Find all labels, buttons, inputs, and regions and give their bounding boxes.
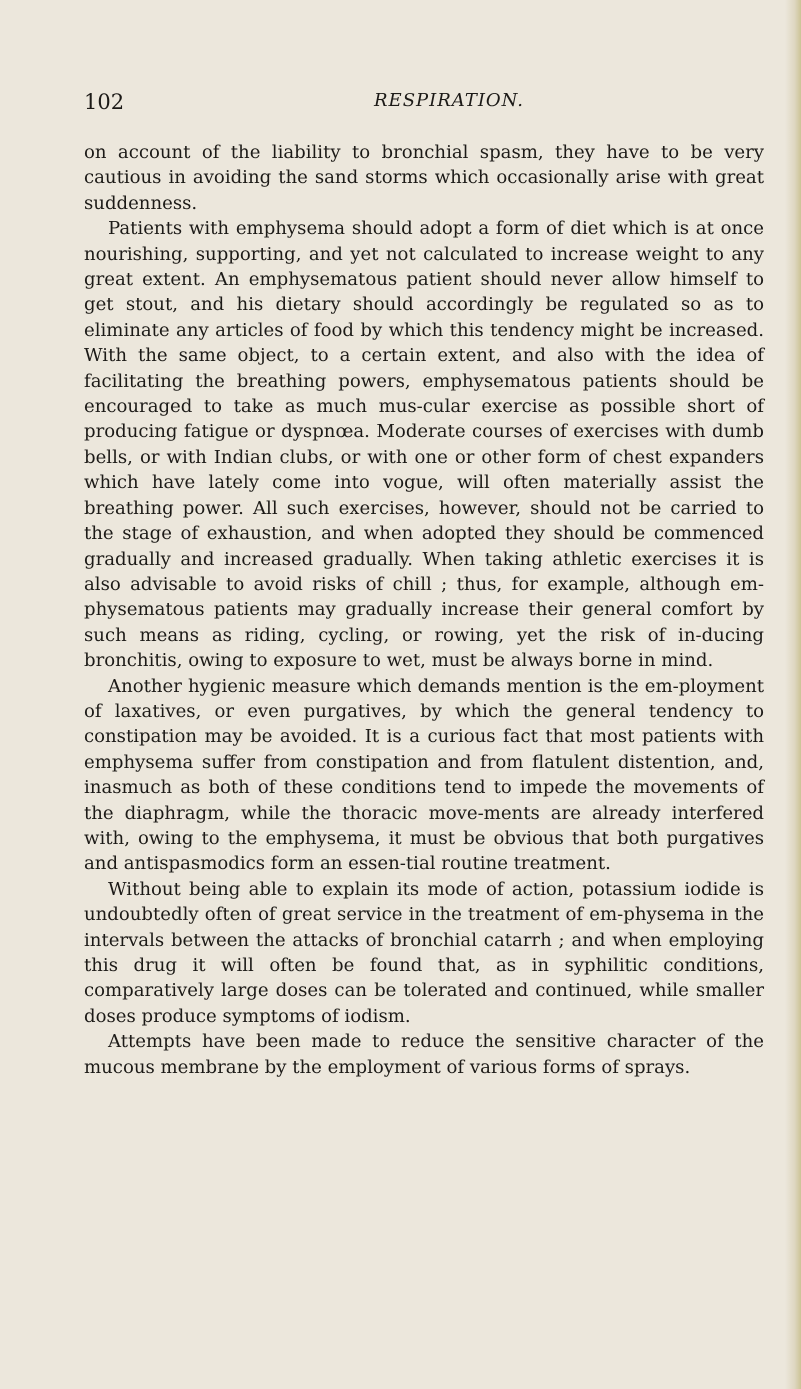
- paragraph: on account of the liability to bronchial spasm, they have to be very cautious in avoiding the sand storms which occasionally arise with great suddenness.: [84, 142, 764, 214]
- page-number: 102: [84, 90, 125, 114]
- paragraph: Patients with emphysema should adopt a form of diet which is at once nourishing, supporting, and yet not calculated to increase weight to any great extent. An emphysematous patient should never allow himself to get stout, and his dietary should accordingly be regulated so as to eliminate any articles of food by which this tendency might be increased. With the same object, to a certain extent, and also with the idea of facilitating the breathing powers, emphysematous patients should be encouraged to take as much mus-cular exercise as possible short of producing fatigue or dyspnœa. Moderate courses of exercises with dumb bells, or with Indian clubs, or with one or other form of chest expanders which have lately come into vogue, will often materially assist the breathing power. All such exercises, however, should not be carried to the stage of exhaustion, and when adopted they should be commenced gradually and increased gradually. When taking athletic exercises it is also advisable to avoid risks of chill ; thus, for example, although em-physematous patients may gradually increase their general comfort by such means as riding, cycling, or rowing, yet the risk of in-ducing bronchitis, owing to exposure to wet, must be always borne in mind.: [84, 218, 764, 672]
- body-text: [84, 140, 764, 1080]
- paragraph: Attempts have been made to reduce the sensitive character of the mucous membrane by the employment of various forms of sprays.: [84, 1031, 764, 1078]
- running-head: RESPIRATION.: [374, 90, 525, 111]
- page-header: [84, 90, 724, 120]
- paragraph: Another hygienic measure which demands mention is the em-ployment of laxatives, or even purgatives, by which the general tendency to constipation may be avoided. It is a curious fact that most patients with emphysema suffer from constipation and from flatulent distention, and, inasmuch as both of these conditions tend to impede the movements of the diaphragm, while the thoracic move-ments are already interfered with, owing to the emphysema, it must be obvious that both purgatives and antispasmodics form an essen-tial routine treatment.: [84, 675, 764, 875]
- paragraph: Without being able to explain its mode of action, potassium iodide is undoubtedly often of great service in the treatment of em-physema in the intervals between the attacks of bronchial catarrh ; and when employing this drug it will often be found that, as in syphilitic conditions, comparatively large doses can be tolerated and continued, while smaller doses produce symptoms of iodism.: [84, 878, 764, 1027]
- page-edge-shadow: [785, 0, 801, 1389]
